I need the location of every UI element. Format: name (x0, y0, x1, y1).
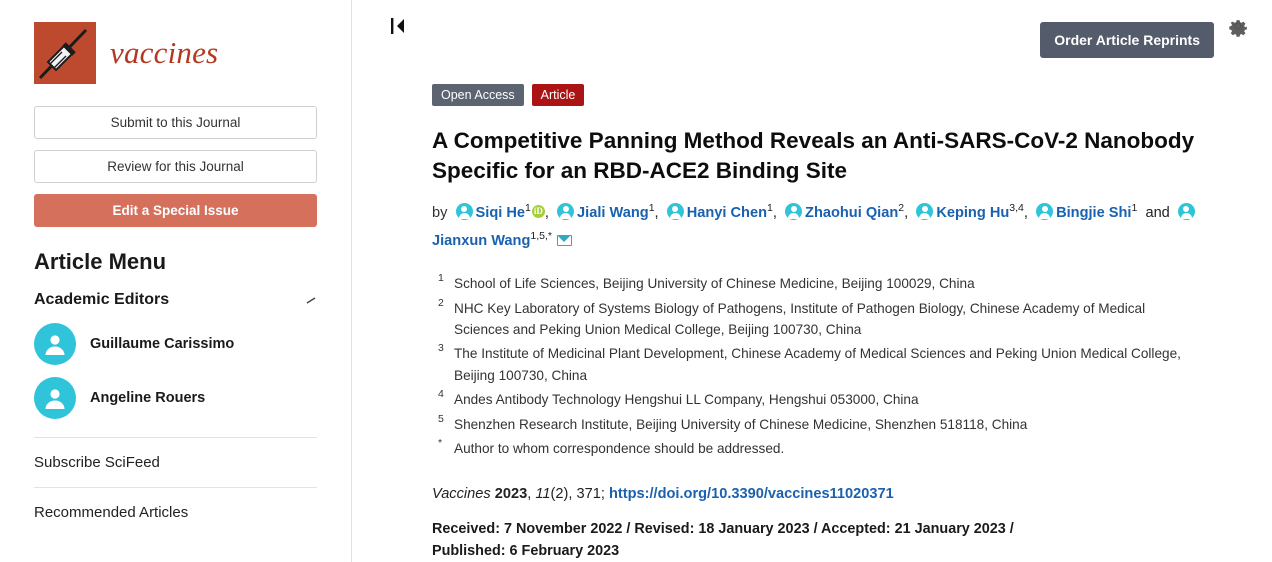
and-label: and (1145, 205, 1170, 222)
author-link[interactable]: Hanyi Chen (686, 205, 767, 222)
email-icon[interactable] (557, 235, 572, 246)
affiliation-number: 3 (438, 342, 444, 355)
affiliation-number: 1 (438, 272, 444, 285)
academic-editors-label: Academic Editors (34, 291, 170, 308)
collapse-panel-icon[interactable] (390, 16, 408, 36)
sidebar-item-subscribe-scifeed[interactable]: Subscribe SciFeed (34, 454, 160, 471)
affiliation-number: 2 (438, 296, 444, 309)
sidebar (0, 0, 352, 562)
dates-published: Published: 6 February 2023 (432, 543, 620, 560)
dates-received-revised-accepted: Received: 7 November 2022 / Revised: 18 January 2023 / Accepted: 21 January 2023 / (432, 520, 1014, 537)
author-affil-sup: 1 (648, 202, 655, 215)
affiliation-text: School of Life Sciences, Beijing University of Chinese Medicine, Beijing 100029, China (454, 276, 975, 292)
author-affil-sup: 1 (767, 202, 773, 215)
by-label: by (432, 205, 448, 222)
affiliation-text: Author to whom correspondence should be addressed. (454, 441, 785, 457)
review-for-journal-button[interactable]: Review for this Journal (34, 150, 317, 183)
affiliation-text: Andes Antibody Technology Hengshui LL Company, Hengshui 053000, China (454, 392, 919, 408)
editor-item[interactable] (34, 323, 317, 365)
editor-item[interactable] (34, 377, 317, 419)
order-article-reprints-button[interactable]: Order Article Reprints (1040, 22, 1214, 58)
author-link[interactable]: Jianxun Wang (432, 233, 531, 250)
affiliation-item (432, 414, 1202, 435)
affiliation-number: 5 (438, 412, 444, 425)
citation-issue: (2) (550, 485, 569, 502)
avatar (34, 377, 76, 419)
edit-special-issue-button[interactable]: Edit a Special Issue (34, 194, 317, 227)
affiliation-item (432, 438, 1202, 459)
author-link[interactable]: Jiali Wang (577, 205, 649, 222)
avatar (456, 203, 473, 220)
affiliation-item (432, 273, 1202, 294)
author-link[interactable]: Siqi He (475, 205, 526, 222)
affiliation-text: The Institute of Medicinal Plant Development, Chinese Academy of Medical Sciences and Peking Union Medical College, Beijing 100730, China (454, 346, 1181, 383)
affiliation-text: Shenzhen Research Institute, Beijing University of Chinese Medicine, Shenzhen 518118, China (454, 416, 1028, 432)
status-badge-article-type[interactable]: Article (532, 84, 585, 106)
gear-icon[interactable] (1226, 14, 1250, 38)
chevron-up-icon (305, 294, 317, 306)
avatar (557, 203, 574, 220)
academic-editors-section[interactable] (34, 291, 317, 309)
citation-line: Vaccines 2023, 11(2), 371; https://doi.org/10.3390/vaccines11020371 (432, 485, 894, 502)
affiliation-number: * (438, 437, 443, 450)
author-list: by Siqi He$^1$ iD , Jiali Wang$^1$, Hanyi Chen$^1$, Zhaohui Qian$^2$, Keping Hu$^{3,4}$, Bingjie Shi$^1$ and Jianxun Wang$^{1,5,*}$ (432, 199, 1222, 255)
publication-dates (432, 518, 1132, 562)
avatar (34, 323, 76, 365)
submit-to-journal-button[interactable]: Submit to this Journal (34, 106, 317, 139)
citation-year: 2023 (494, 485, 528, 502)
author-affil-sup: 1,5,* (530, 230, 552, 243)
badge-group (432, 84, 1222, 106)
syringe-icon (34, 22, 96, 84)
avatar (785, 203, 802, 220)
author-link[interactable]: Bingjie Shi (1056, 205, 1132, 222)
page-title: A Competitive Panning Method Reveals an Anti-SARS-CoV-2 Nanobody Specific for an RBD-ACE2 Binding Site (432, 128, 1195, 183)
citation-volume: 11 (535, 485, 551, 502)
orcid-icon[interactable]: iD (533, 206, 543, 217)
affiliation-text: NHC Key Laboratory of Systems Biology of Pathogens, Institute of Pathogen Biology, Chinese Academy of Medical Sciences and Peking Union Medical College, Beijing 100730, China (454, 300, 1146, 337)
status-badge-open-access[interactable]: Open Access (432, 84, 524, 106)
editor-name: Angeline Rouers (90, 390, 206, 406)
author-affil-sup: 3,4 (1009, 202, 1024, 215)
avatar (667, 203, 684, 220)
citation-journal: Vaccines (432, 485, 491, 502)
author-affil-sup: 2 (898, 202, 905, 215)
avatar (916, 203, 933, 220)
avatar (1178, 203, 1195, 220)
article-header (432, 84, 1222, 562)
journal-title: vaccines (110, 35, 219, 70)
avatar (1036, 203, 1053, 220)
sidebar-item-recommended-articles[interactable]: Recommended Articles (34, 504, 189, 521)
affiliation-item (432, 389, 1202, 410)
journal-logo[interactable] (34, 22, 317, 84)
article-menu-heading: Article Menu (34, 249, 167, 274)
author-affil-sup: 1 (1131, 202, 1138, 215)
affiliation-list (432, 273, 1222, 460)
main-content (352, 0, 1272, 562)
doi-link[interactable]: https://doi.org/10.3390/vaccines11020371 (608, 485, 894, 502)
author-link[interactable]: Zhaohui Qian (805, 205, 899, 222)
editor-name: Guillaume Carissimo (90, 336, 235, 352)
citation-article-number: 371 (576, 485, 601, 502)
author-link[interactable]: Keping Hu (936, 205, 1010, 222)
author-affil-sup: 1 (525, 202, 531, 215)
affiliation-item (432, 298, 1202, 341)
affiliation-number: 4 (438, 388, 444, 401)
affiliation-item (432, 343, 1202, 386)
